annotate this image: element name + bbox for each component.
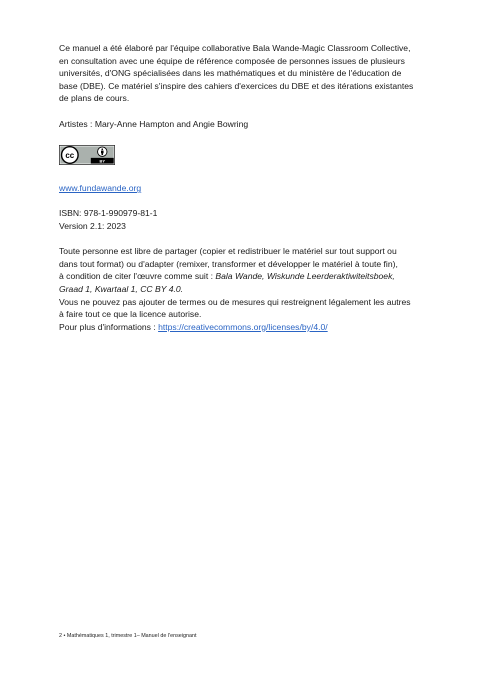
citation-text: Graad 1, Kwartaal 1, CC BY 4.0. [59, 283, 184, 294]
footer-title: Mathématiques 1, trimestre 1– Manuel de l'enseignant [66, 633, 197, 639]
intro-line: Ce manuel a été élaboré par l'équipe collaborative Bala Wande-Magic Classroom Collective, [59, 43, 411, 53]
page-content [59, 42, 439, 333]
intro-paragraph [59, 42, 439, 105]
website-link[interactable]: www.fundawande.org [59, 183, 142, 194]
license-line-citation [59, 270, 439, 283]
footer-separator: • [62, 633, 67, 639]
intro-line: de plans de cours. [59, 93, 130, 104]
license-line: Vous ne pouvez pas ajouter de termes ou de mesures qui restreignent légalement les autres [59, 296, 411, 307]
cc-by-license-icon [59, 141, 115, 169]
citation-text: Bala Wande, Wiskunde Leerderaktiwiteitsboek, [215, 271, 395, 282]
website-paragraph [59, 182, 439, 195]
by-mark-text: BY [99, 158, 106, 164]
license-line: dans tout format) ou d'adapter (remixer, transformer et développer le matériel à toute fin), [59, 258, 398, 269]
intro-line: base (DBE). Ce matériel s'inspire des cahiers d'exercices du DBE et des itérations existantes [59, 80, 414, 91]
artists-credit [59, 118, 439, 131]
footer-page-number: 2 [59, 633, 62, 639]
version-text: Version 2.1: 2023 [59, 220, 126, 231]
license-line: Toute personne est libre de partager (copier et redistribuer le matériel sur tout support ou [59, 246, 397, 257]
cc-mark-text: cc [65, 151, 75, 161]
license-paragraph [59, 245, 439, 333]
license-info-line [59, 321, 439, 334]
isbn-text: ISBN: 978-1-990979-81-1 [59, 208, 158, 219]
artists-text: Artistes : Mary-Anne Hampton and Angie Bowring [59, 118, 249, 129]
license-info-prefix: Pour plus d'informations : [59, 321, 159, 332]
intro-line: en consultation avec une équipe de référence composée de personnes issues de plusieurs [59, 55, 405, 66]
license-url-link[interactable]: https://creativecommons.org/licenses/by/4.0/ [158, 321, 328, 332]
license-line-citation-cont [59, 283, 439, 296]
intro-line: universités, d'ONG spécialisées dans les mathématiques et du ministère de l'éducation de [59, 68, 402, 79]
page-footer [59, 633, 196, 640]
publication-info [59, 207, 439, 232]
license-line-text: à condition de citer l'œuvre comme suit : [59, 271, 216, 282]
license-line: à faire tout ce que la licence autorise. [59, 309, 202, 320]
